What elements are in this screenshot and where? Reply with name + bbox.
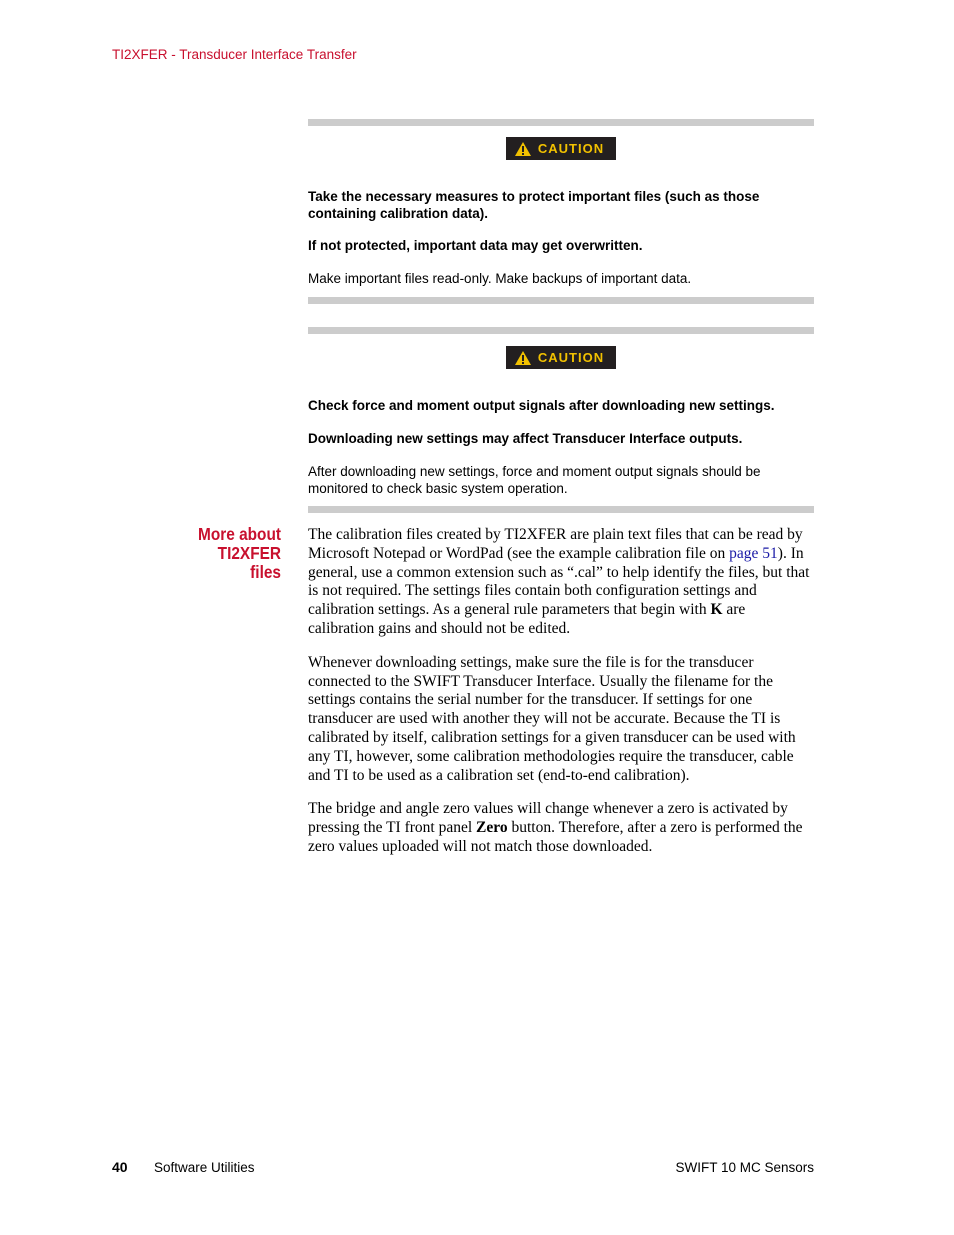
caution-label: CAUTION [537,350,605,365]
section-body [308,526,814,872]
caution-remedy: After downloading new settings, force and moment output signals should be monitored to check basic system operation. [308,463,761,496]
caution-label: CAUTION [537,141,605,156]
caution-statement: Take the necessary measures to protect important files (such as those containing calibration data). [308,188,760,221]
top-rule [308,119,814,126]
paragraph-calibration-files: The calibration files created by TI2XFER are plain text files that can be read by Microsoft Notepad or WordPad (see the example calibration file on page 51). In general, use a common extension such as “.cal” to help identify the files, but that is not required. The settings files contain both configuration settings and calibration settings. As a general rule parameters that begin with K are calibration gains and should not be edited. [308,526,810,637]
caution-remedy: Make important files read-only. Make backups of important data. [308,270,692,286]
caution-badge [506,137,616,160]
bottom-rule [308,506,814,513]
caution-block-2 [308,327,814,513]
warning-triangle-icon [514,350,532,366]
page-number: 40 [112,1159,128,1175]
footer-chapter: Software Utilities [154,1160,255,1175]
caution-consequence: If not protected, important data may get overwritten. [308,237,643,253]
caution-block-1 [308,119,814,304]
caution-statement: Check force and moment output signals after downloading new settings. [308,397,775,413]
running-header: TI2XFER - Transducer Interface Transfer [112,47,357,62]
page-51-link[interactable]: page 51 [729,544,778,562]
footer-product: SWIFT 10 MC Sensors [675,1160,814,1175]
warning-triangle-icon [514,141,532,157]
section-heading: More about TI2XFER files [198,524,281,582]
top-rule [308,327,814,334]
caution-badge [506,346,616,369]
bottom-rule [308,297,814,304]
caution-consequence: Downloading new settings may affect Transducer Interface outputs. [308,430,743,446]
paragraph-zero-values: The bridge and angle zero values will change whenever a zero is activated by pressing the TI front panel Zero button. Therefore, after a zero is performed the zero values uploaded will not match those downloaded. [308,800,803,855]
paragraph-downloading-settings: Whenever downloading settings, make sure the file is for the transducer connected to the SWIFT Transducer Interface. Usually the filename for the settings contains the serial number for the transducer. If settings for one transducer are used with another they will not be accurate. Because the TI is calibrated by itself, calibration settings for a given transducer can be used with any TI, however, some calibration methodologies require the transducer, cable and TI to be used as a calibration set (end-to-end calibration). [308,653,796,784]
